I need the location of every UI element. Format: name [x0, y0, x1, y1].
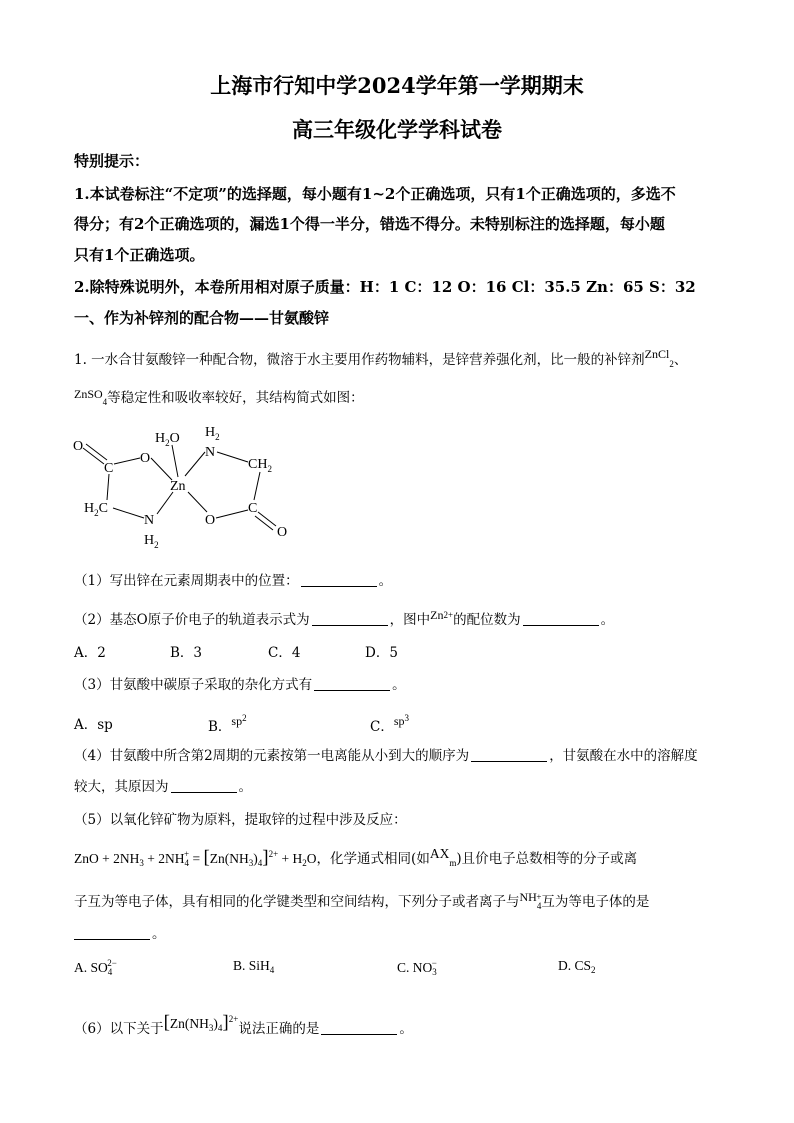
q2-option-a[interactable]: A．2 — [74, 645, 106, 661]
question-1: （1）写出锌在元素周期表中的位置： 。 — [74, 573, 393, 589]
answer-blank-q6[interactable] — [321, 1022, 397, 1035]
notice-p1-line3: 只有1个正确选项。 — [74, 246, 205, 264]
struct-h2-top: $H_2$ — [205, 425, 220, 442]
answer-blank-q4-reason[interactable] — [171, 780, 237, 793]
exam-subtitle: 高三年级化学学科试卷 — [292, 117, 502, 142]
section-title: 一、作为补锌剂的配合物——甘氨酸锌 — [74, 309, 330, 327]
q3-option-b[interactable]: B．$sp^2$ — [208, 713, 247, 735]
q5-option-b[interactable]: B. SiH$_4$ — [233, 958, 275, 975]
q5-option-d[interactable]: D. $CS_2$ — [558, 958, 596, 975]
question-5-line1: （5）以氧化锌矿物为原料，提取锌的过程中涉及反应： — [74, 812, 407, 828]
question-5-line3: 子互为等电子体，具有相同的化学键类型和空间结构，下列分子或者离子与$NH_4^+$互为等电子体的是 — [74, 890, 650, 911]
q2-option-c[interactable]: C．4 — [268, 645, 301, 661]
question-6: （6）以下关于$[Zn(NH_3)_4]^{2+}$说法正确的是 。 — [74, 1012, 413, 1037]
answer-blank-q2-orbital[interactable] — [312, 613, 388, 626]
struct-zn: Zn — [170, 479, 186, 494]
intro-line1: 1. 一水合甘氨酸锌一种配合物，微溶于水主要用作药物辅料，是锌营养强化剂，比一般的补锌剂ZnCl$_2$、 — [74, 347, 688, 369]
struct-h2-bottom: $H_2$ — [144, 533, 159, 550]
q5-option-c[interactable]: C. $NO_3^-$ — [397, 958, 437, 977]
notice-p2: 2.除特殊说明外，本卷所用相对原子质量：H：1 C：12 O：16 Cl：35.5 Zn：65 S：32 — [74, 278, 696, 296]
q2-option-b[interactable]: B．3 — [170, 645, 203, 661]
answer-blank-q4-order[interactable] — [471, 749, 547, 762]
question-3: （3）甘氨酸中碳原子采取的杂化方式有 。 — [74, 677, 406, 693]
answer-blank-q3[interactable] — [314, 678, 390, 691]
question-5-equation: ZnO + $2NH_3 + 2NH_4^+ = [Zn(NH_3)_4]^{2+} + H_2O$，化学通式相同(如$AX_m$)且价电子总数相等的分子或离 — [74, 846, 638, 868]
struct-o-carbonyl-right: O — [277, 525, 288, 540]
answer-blank-q5[interactable] — [74, 927, 150, 940]
notice-p1-line2: 得分；有2个正确选项的，漏选1个得一半分，错选不得分。未特别标注的选择题，每小题 — [74, 215, 665, 233]
struct-o-carbonyl-left: O — [73, 439, 84, 454]
struct-n-top: N — [205, 445, 216, 460]
struct-h2c-left: $H_2C$ — [84, 501, 108, 518]
struct-o-right: O — [205, 513, 216, 528]
struct-c-right: C — [248, 501, 258, 516]
q2-option-d[interactable]: D．5 — [365, 645, 398, 661]
q3-option-a[interactable]: A．sp — [74, 717, 113, 733]
exam-title: 上海市行知中学2024学年第一学期期末 — [210, 73, 584, 98]
struct-c-left: C — [104, 461, 114, 476]
struct-o-left: O — [140, 451, 151, 466]
question-4-line2: 较大，其原因为 。 — [74, 779, 252, 795]
struct-n-bottom: N — [144, 513, 155, 528]
struct-ch2-right: $CH_2$ — [248, 457, 272, 474]
notice-heading: 特别提示： — [74, 152, 150, 170]
q5-option-a[interactable]: A. $SO_4^{2-}$ — [74, 958, 117, 977]
answer-blank-q1[interactable] — [301, 574, 377, 587]
question-4-line1: （4）甘氨酸中所含第2周期的元素按第一电离能从小到大的顺序为 ，甘氨酸在水中的溶解度 — [74, 748, 698, 764]
struct-h2o: $H_2O$ — [155, 431, 180, 448]
q3-option-c[interactable]: C．$sp^3$ — [370, 713, 410, 735]
intro-line2: ZnSO$_4$等稳定性和吸收率较好，其结构简式如图： — [74, 387, 364, 407]
notice-p1-line1: 1.本试卷标注“不定项”的选择题，每小题有1~2个正确选项，只有1个正确选项的，多选不 — [74, 185, 676, 203]
zinc-glycinate-structure — [60, 420, 320, 555]
question-2: （2）基态O原子价电子的轨道表示式为 ，图中$Zn^{2+}$的配位数为 。 — [74, 608, 615, 628]
question-5-line4: 。 — [74, 922, 166, 942]
answer-blank-q2-coord[interactable] — [523, 613, 599, 626]
